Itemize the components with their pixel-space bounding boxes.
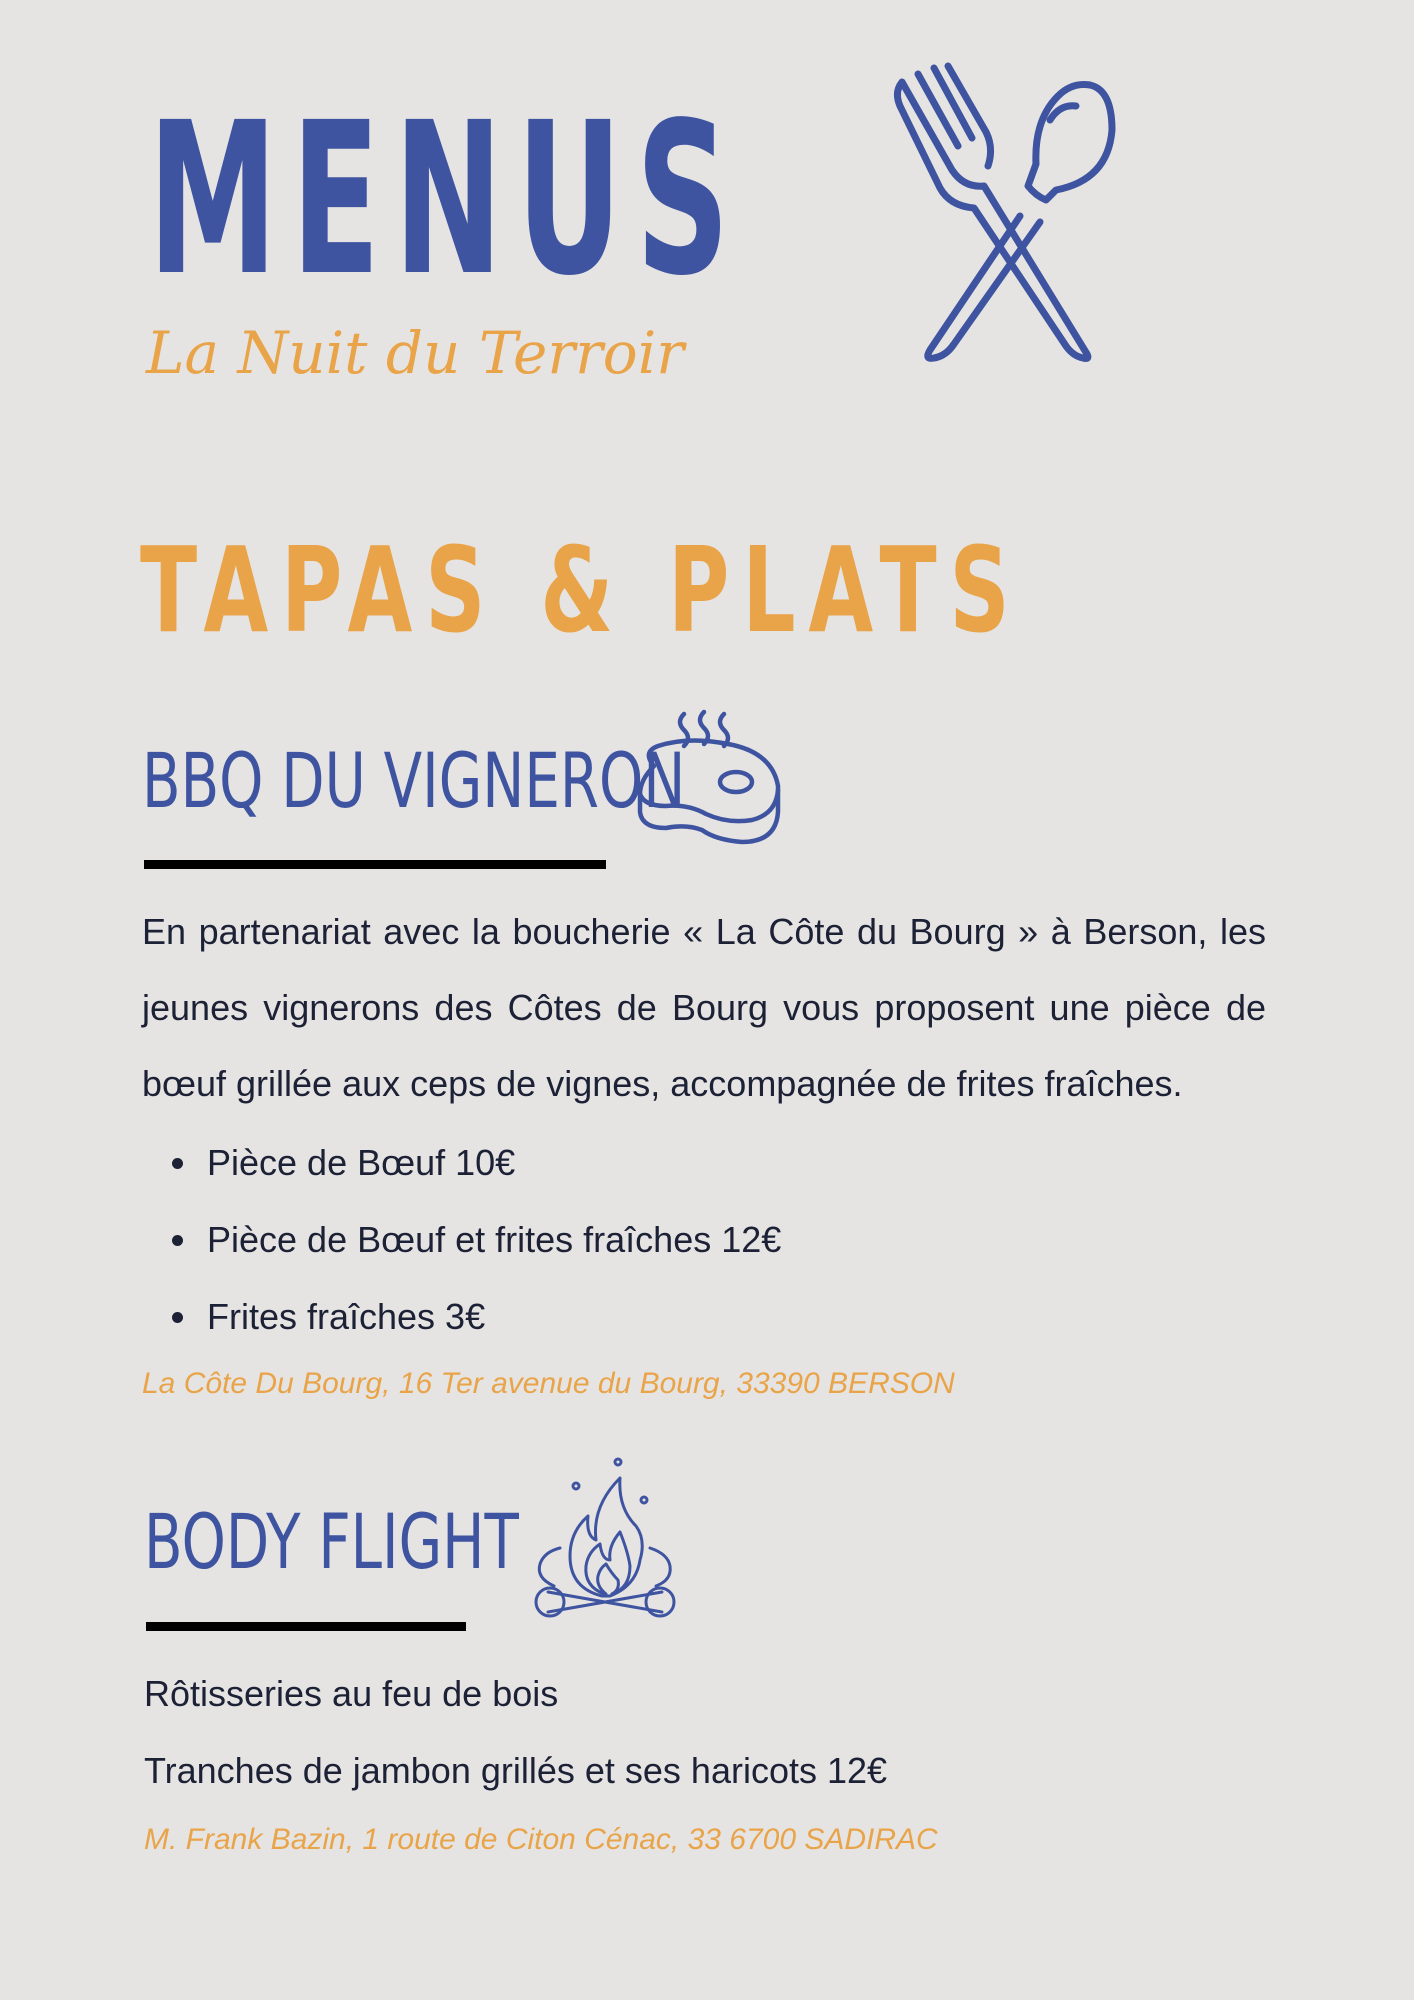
body-flight-title-rule bbox=[146, 1622, 466, 1631]
bbq-title: BBQ DU VIGNERON bbox=[142, 736, 686, 825]
list-item: Pièce de Bœuf 10€ bbox=[142, 1124, 1242, 1201]
body-flight-title: BODY FLIGHT bbox=[144, 1497, 519, 1586]
page-subtitle: La Nuit du Terroir bbox=[146, 319, 685, 387]
body-flight-line: Tranches de jambon grillés et ses haricots 12€ bbox=[144, 1750, 888, 1791]
bbq-price-list bbox=[142, 1124, 1242, 1355]
bbq-description: En partenariat avec la boucherie « La Côte du Bourg » à Berson, les jeunes vignerons des Côtes de Bourg vous proposent une pièce de bœuf grillée aux ceps de vignes, accompagnée de frites fraîches. bbox=[142, 911, 1266, 1104]
steak-icon bbox=[632, 706, 784, 848]
campfire-icon bbox=[532, 1456, 678, 1624]
section-title: TAPAS & PLATS bbox=[140, 521, 1023, 659]
page-title: MENUS bbox=[148, 77, 744, 322]
fork-spoon-icon bbox=[890, 60, 1130, 370]
bbq-address: La Côte Du Bourg, 16 Ter avenue du Bourg, 33390 BERSON bbox=[142, 1367, 955, 1400]
list-item: Pièce de Bœuf et frites fraîches 12€ bbox=[142, 1201, 1242, 1278]
body-flight-address: M. Frank Bazin, 1 route de Citon Cénac, 33 6700 SADIRAC bbox=[144, 1823, 938, 1856]
body-flight-line: Rôtisseries au feu de bois bbox=[144, 1673, 559, 1714]
bbq-title-rule bbox=[144, 860, 606, 869]
list-item: Frites fraîches 3€ bbox=[142, 1278, 1242, 1355]
